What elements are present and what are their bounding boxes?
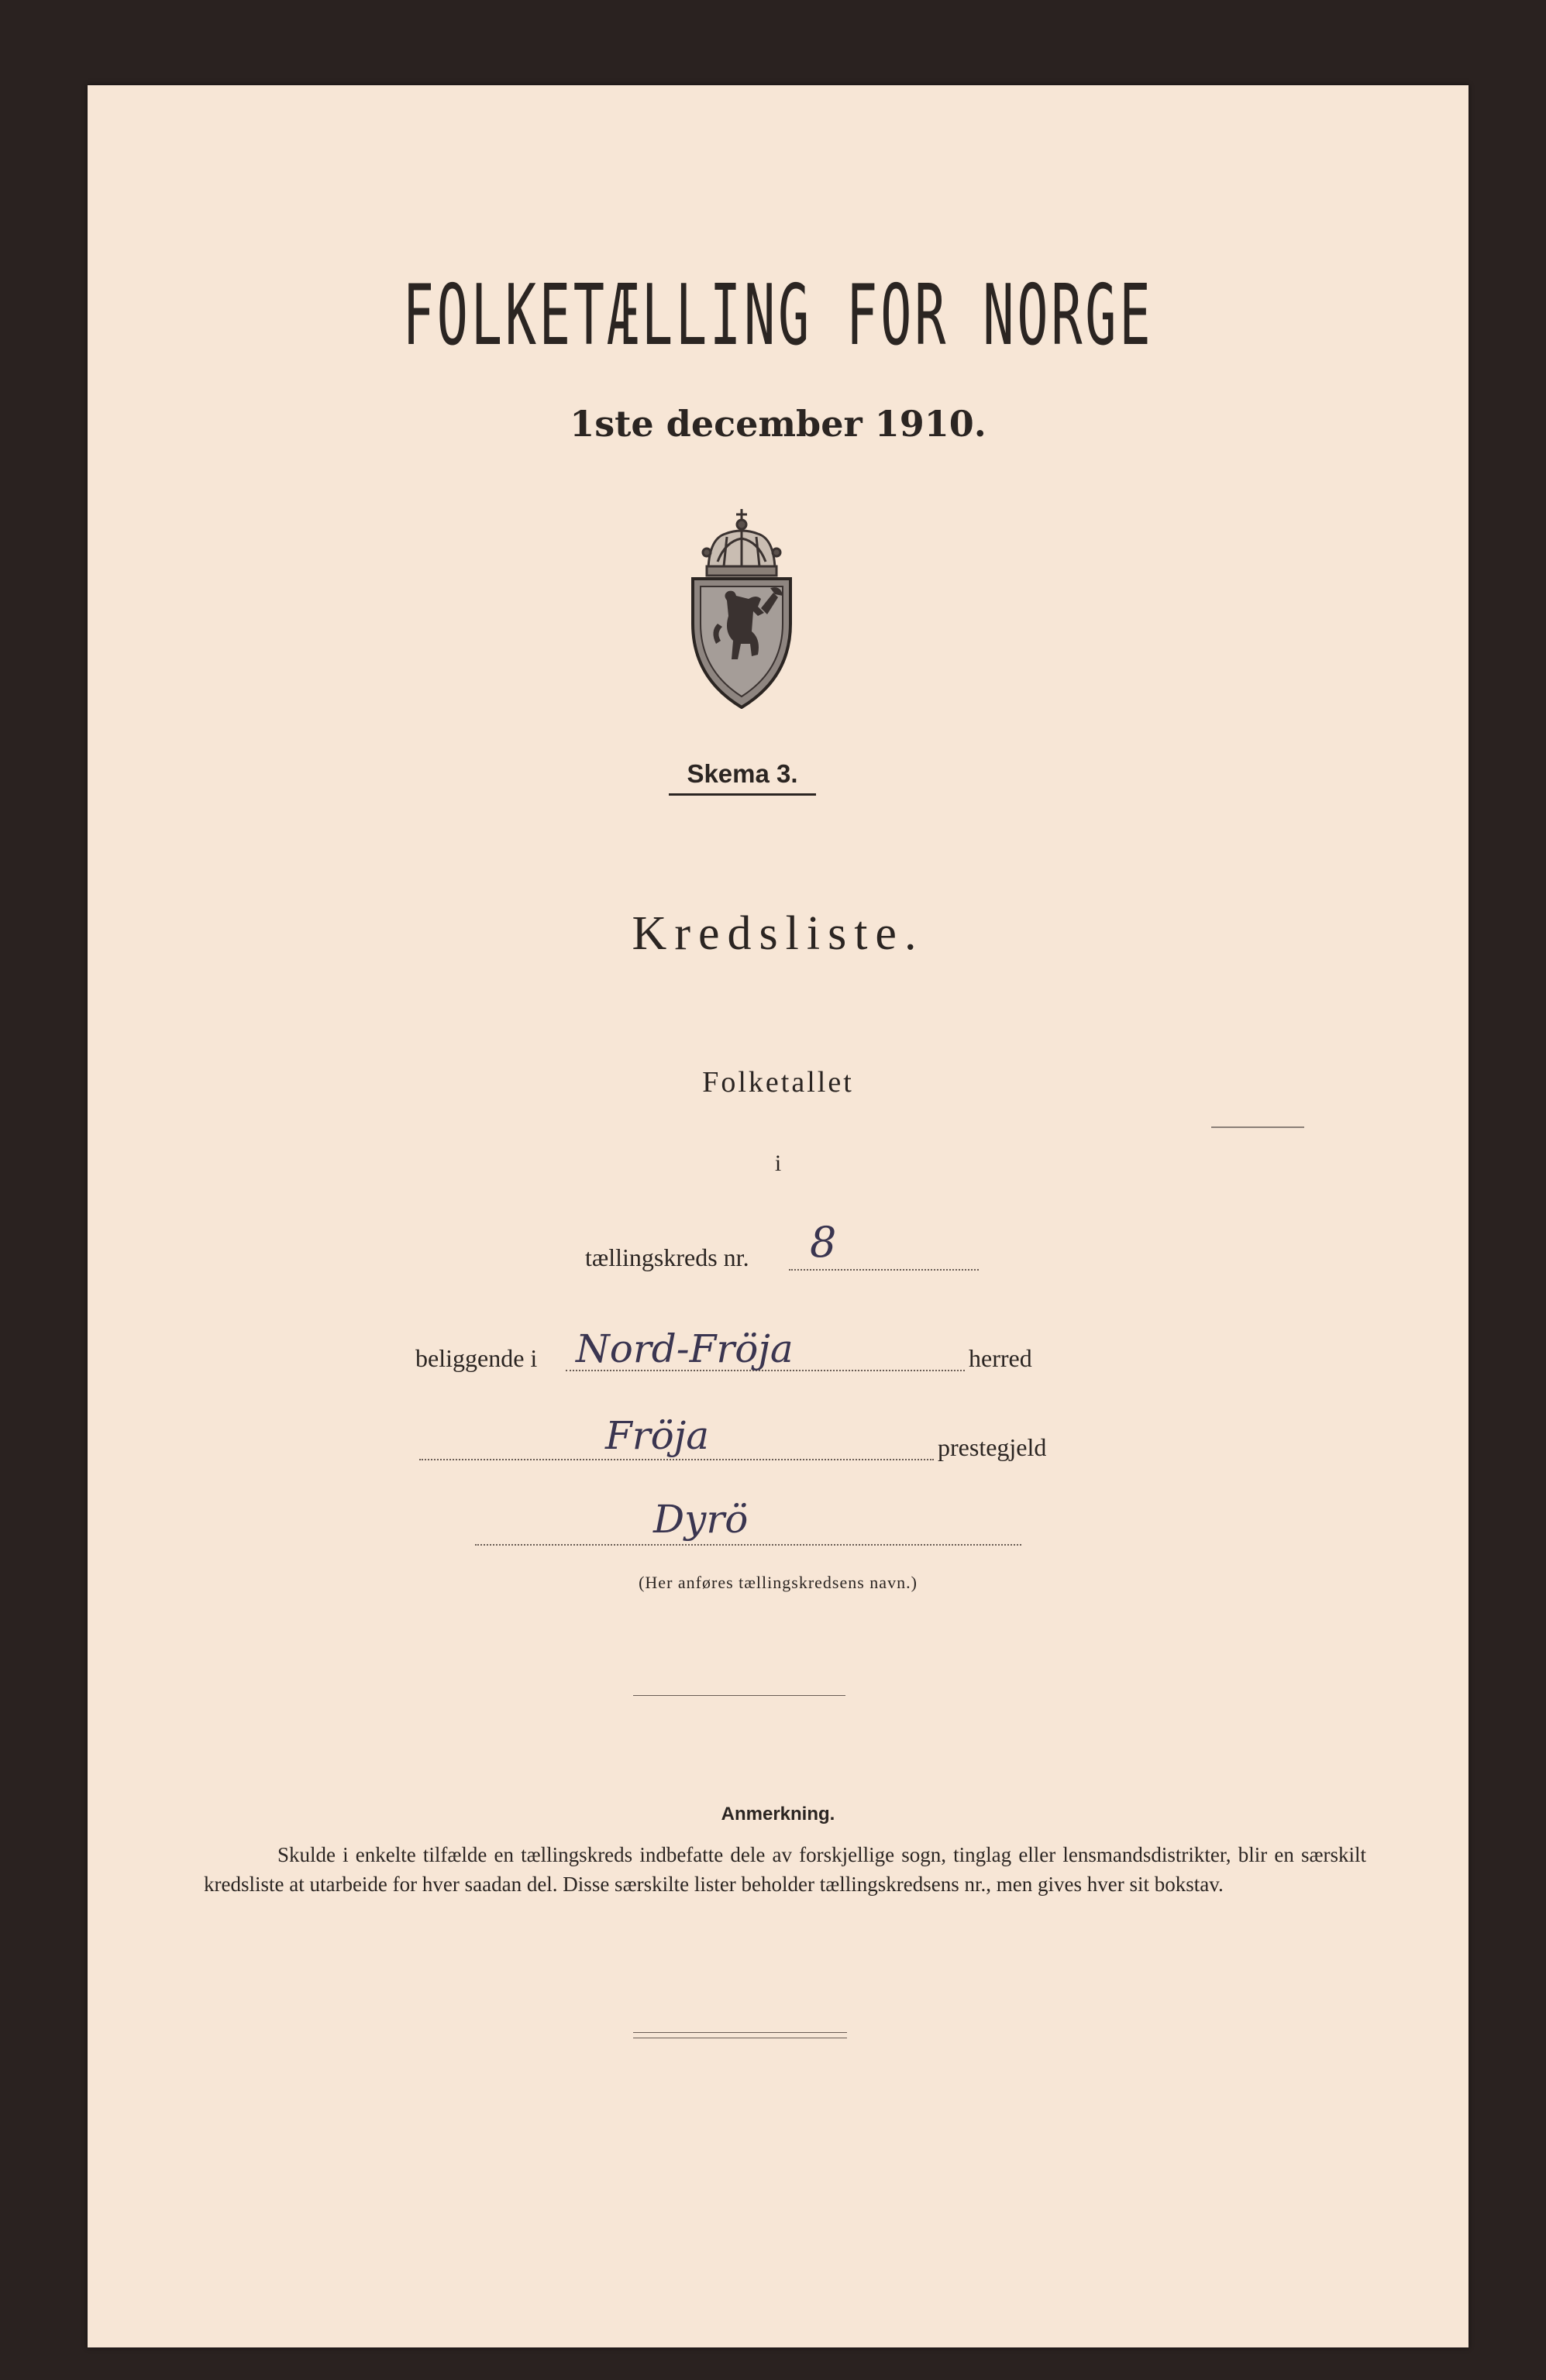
census-date: 1ste december 1910.	[570, 403, 986, 445]
norwegian-coat-of-arms-icon	[687, 507, 797, 709]
form-title: FOLKETÆLLING FOR NORGE	[402, 267, 1154, 364]
kreds-name-value: Dyrö	[653, 1497, 749, 1542]
population-label: Folketallet	[702, 1066, 854, 1099]
prestegjeld-line	[419, 1459, 934, 1460]
kreds-number-line	[789, 1269, 979, 1271]
paper-mark	[1211, 1126, 1304, 1128]
kreds-number-label: tællingskreds nr.	[585, 1243, 749, 1271]
herred-value: Nord-Fröja	[576, 1326, 794, 1371]
prestegjeld-value: Fröja	[605, 1413, 710, 1458]
herred-suffix: herred	[969, 1344, 1032, 1372]
note-text: Skulde i enkelte tilfælde en tællingskreds indbefatte dele av forskjellige sogn, tinglag eller lensmandsdistrikter, blir en særskilt kredsliste at utarbeide for hver saadan del. Disse særskilte lister beholder tællingskredsens nr., men gives hver sit bokstav.	[204, 1843, 1366, 1896]
preposition-i: i	[774, 1150, 782, 1176]
census-form-page	[88, 85, 1469, 2347]
schema-number: Skema 3.	[669, 759, 816, 796]
herred-prefix: beliggende i	[415, 1344, 538, 1372]
kreds-name-line	[475, 1544, 1021, 1546]
kreds-number-value: 8	[810, 1218, 837, 1267]
note-title: Anmerkning.	[721, 1804, 835, 1825]
prestegjeld-suffix: prestegjeld	[938, 1433, 1047, 1461]
bottom-divider-1	[633, 2032, 847, 2033]
kreds-name-caption: (Her anføres tællingskredsens navn.)	[639, 1573, 918, 1592]
list-heading: Kredsliste.	[632, 907, 925, 960]
section-divider	[633, 1695, 845, 1696]
